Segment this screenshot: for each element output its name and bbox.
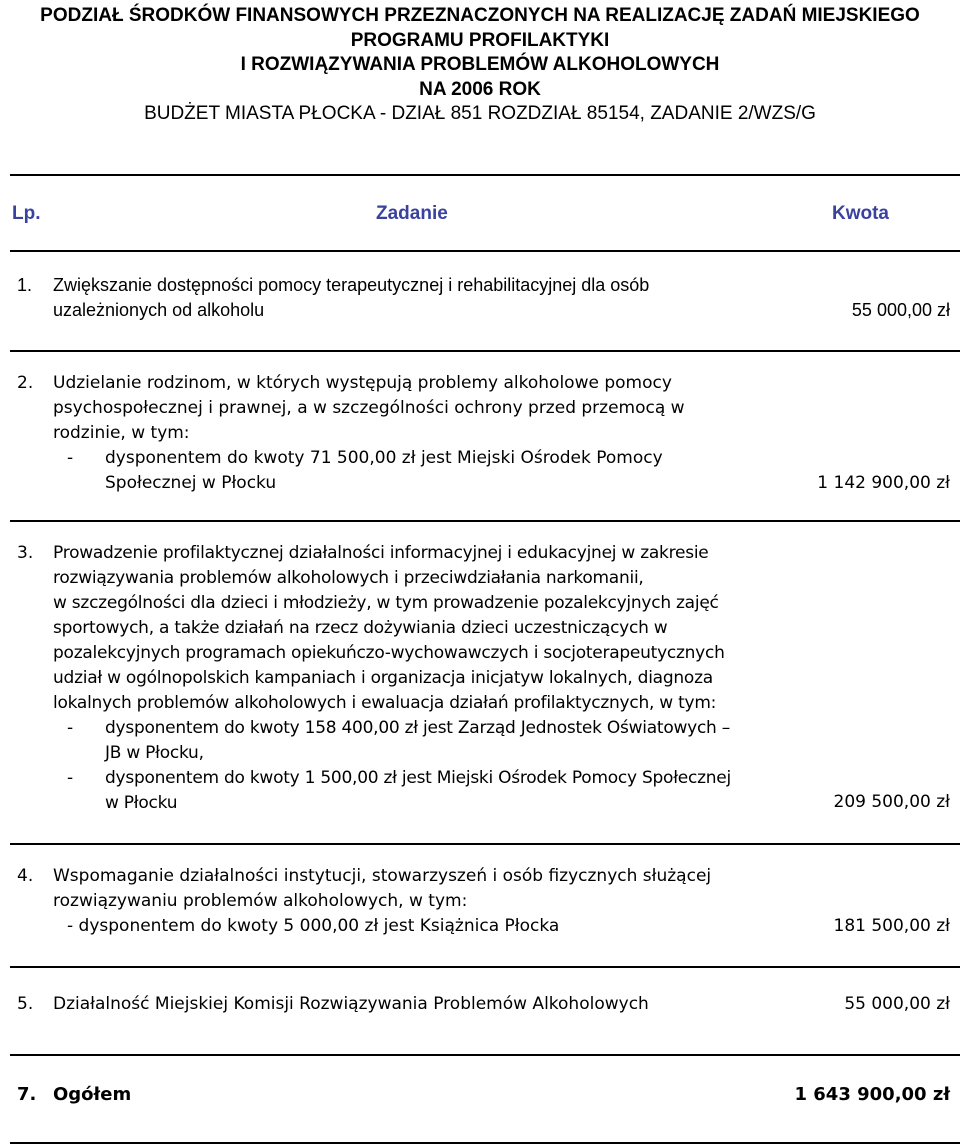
row-number: 1. — [17, 275, 33, 295]
bullet-dash: - — [67, 718, 73, 738]
row-number: 3. — [17, 543, 34, 563]
header-budget-line: BUDŻET MIASTA PŁOCKA - DZIAŁ 851 ROZDZIAŁ 85154, ZADANIE 2/WZS/G — [144, 103, 816, 124]
total-label: Ogółem — [53, 1084, 132, 1105]
table-header-row — [10, 176, 960, 252]
row-amount: 209 500,00 zł — [833, 792, 950, 812]
table-row — [10, 968, 960, 1056]
description-line: rozwiązywaniu problemów alkoholowych, w tym: — [53, 891, 468, 911]
bullet-line: w Płocku — [105, 793, 178, 813]
description-line: rozwiązywania problemów alkoholowych i przeciwdziałania narkomanii, — [53, 568, 644, 588]
table-row — [10, 252, 960, 352]
row-description — [53, 371, 793, 496]
bullet-item — [53, 446, 793, 496]
row-amount: 55 000,00 zł — [851, 300, 950, 320]
header-title-line-1: PODZIAŁ ŚRODKÓW FINANSOWYCH PRZEZNACZONYCH NA REALIZACJĘ ZADAŃ MIEJSKIEGO — [40, 5, 920, 26]
table-row — [10, 845, 960, 968]
description-line: Wspomaganie działalności instytucji, stowarzyszeń i osób fizycznych służącej — [53, 866, 712, 886]
description-line: Działalność Miejskiej Komisji Rozwiązywania Problemów Alkoholowych — [53, 994, 649, 1014]
column-header-lp: Lp. — [12, 203, 41, 224]
row-number: 5. — [17, 994, 34, 1014]
header-title-line-3: I ROZWIĄZYWANIA PROBLEMÓW ALKOHOLOWYCH — [240, 54, 720, 75]
row-description — [53, 864, 793, 939]
description-line: Prowadzenie profilaktycznej działalności informacyjnej i edukacyjnej w zakresie — [53, 543, 709, 563]
total-amount: 1 643 900,00 zł — [794, 1084, 950, 1105]
column-header-kwota: Kwota — [832, 203, 889, 224]
table-row — [10, 352, 960, 522]
row-amount: 1 142 900,00 zł — [817, 473, 950, 493]
description-line: pozalekcyjnych programach opiekuńczo-wychowawczych i socjoterapeutycznych — [53, 643, 725, 663]
header-title-line-4: NA 2006 ROK — [419, 78, 541, 100]
bullet-item — [53, 766, 793, 816]
row-description — [53, 273, 793, 323]
description-line: sportowych, a także działań na rzecz dożywiania dzieci uczestniczących w — [53, 618, 668, 638]
bullet-line: dysponentem do kwoty 71 500,00 zł jest Miejski Ośrodek Pomocy — [105, 448, 663, 468]
bullet-line: - dysponentem do kwoty 5 000,00 zł jest Książnica Płocka — [67, 916, 560, 936]
table-total-row — [10, 1056, 960, 1144]
bullet-line: dysponentem do kwoty 1 500,00 zł jest Miejski Ośrodek Pomocy Społecznej — [105, 768, 731, 788]
row-number: 2. — [17, 373, 34, 393]
description-line: Udzielanie rodzinom, w których występują problemy alkoholowe pomocy — [53, 373, 672, 393]
row-description — [53, 541, 793, 816]
row-description — [53, 1082, 793, 1107]
description-line: rodzinie, w tym: — [53, 423, 190, 443]
row-number: 7. — [17, 1084, 37, 1105]
header-title-line-2: PROGRAMU PROFILAKTYKI — [350, 29, 610, 51]
description-line: Zwiększanie dostępności pomocy terapeutycznej i rehabilitacyjnej dla osób — [53, 275, 650, 295]
description-line: udział w ogólnopolskich kampaniach i organizacja inicjatyw lokalnych, diagnoza — [53, 668, 713, 688]
budget-table — [10, 174, 960, 1144]
bullet-line: Społecznej w Płocku — [105, 473, 277, 493]
document-header — [0, 4, 960, 127]
row-amount: 181 500,00 zł — [833, 916, 950, 936]
description-line: w szczególności dla dzieci i młodzieży, w tym prowadzenie pozalekcyjnych zajęć — [53, 593, 719, 613]
description-line: lokalnych problemów alkoholowych i ewaluacja działań profilaktycznych, w tym: — [53, 693, 717, 713]
bullet-dash: - — [67, 448, 74, 468]
bullet-dash: - — [67, 768, 73, 788]
description-line: uzależnionych od alkoholu — [53, 300, 265, 320]
table-row — [10, 522, 960, 845]
description-line: psychospołecznej i prawnej, a w szczególności ochrony przed przemocą w — [53, 398, 685, 418]
column-header-zadanie: Zadanie — [376, 203, 448, 224]
row-amount: 55 000,00 zł — [844, 994, 950, 1014]
bullet-item — [53, 716, 793, 766]
bullet-line: JB w Płocku, — [105, 743, 204, 763]
row-description — [53, 992, 793, 1017]
bullet-line: dysponentem do kwoty 158 400,00 zł jest Zarząd Jednostek Oświatowych – — [105, 718, 730, 738]
row-number: 4. — [17, 866, 34, 886]
